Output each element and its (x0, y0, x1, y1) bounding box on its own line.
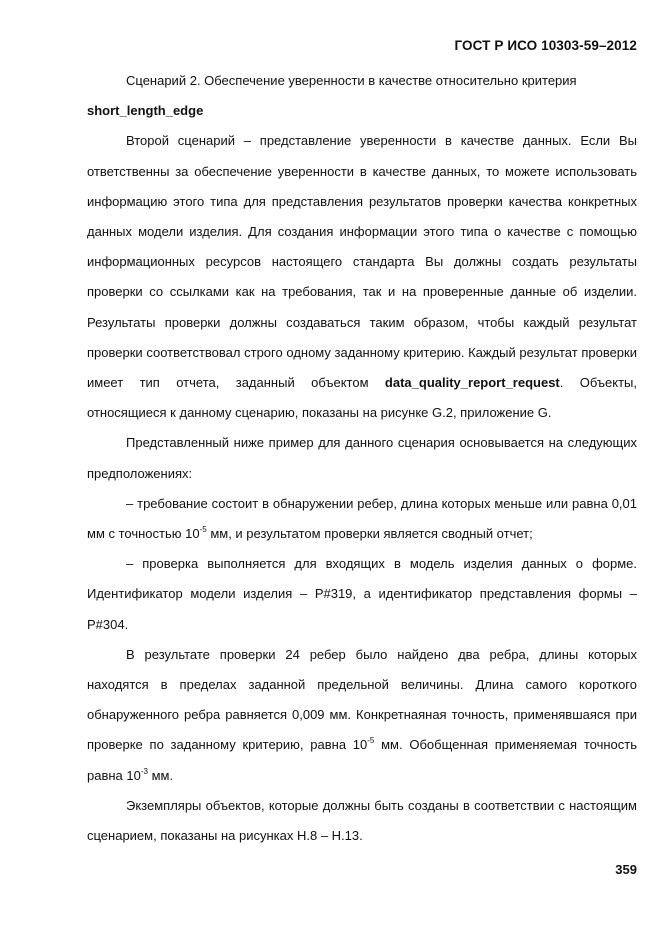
list-item-requirement: – требование состоит в обнаружении ребер, длина которых меньше или равна 0,01 мм с точностью $10^{-5}$ мм, и результатом проверки является сводный отчет; (87, 495, 637, 542)
list-item-check: – проверка выполняется для входящих в модель изделия данных о форме. Идентификатор модели изделия – P#319, а идентификатор представления формы – P#304. (87, 556, 637, 632)
page-number: 359 (615, 862, 637, 877)
scenario-title-paragraph (87, 66, 637, 126)
paragraph-example-intro: Представленный ниже пример для данного сценария основывается на следующих предположениях: (87, 435, 637, 481)
paragraph-results: В результате проверки 24 ребер было найдено два ребра, длины которых находятся в пределах заданной предельной величины. Длина самого короткого обнаруженного ребра равняется 0,009 мм. Конкретнаяная точность, применявшаяся при проверке по заданному критерию, равна $10^{-5}$ мм. Обобщенная применяемая точность равна $10^{-3}$ мм. (87, 646, 637, 783)
entity-name: data_quality_report_request (384, 375, 560, 391)
criterion-name: short_length_edge (87, 103, 204, 119)
paragraph-scenario-description: Второй сценарий – представление уверенности в качестве данных. Если Вы ответственны за обеспечение уверенности в качестве данных, то можете использовать информацию этого типа для представления результатов проверки качества конкретных данных модели изделия. Для создания информации этого типа о качестве с помощью информационных ресурсов настоящего стандарта Вы должны создать результаты проверки со ссылками как на требования, так и на проверенные данные об изделии. Результаты проверки должны создаваться таким образом, чтобы каждый результат проверки соответствовал строго одному заданному критерию. Каждый результат проверки имеет тип отчета, заданный объектом data_quality_report_request. Объекты, относящиеся к данному сценарию, показаны на рисунке G.2, приложение G. (87, 133, 637, 421)
paragraph-instances: Экземпляры объектов, которые должны быть созданы в соответствии с настоящим сценарием, показаны на рисунках H.8 – H.13. (87, 797, 637, 844)
running-header: ГОСТ Р ИСО 10303-59–2012 (454, 38, 637, 53)
body-text (87, 66, 637, 851)
scenario-title: Сценарий 2. Обеспечение уверенности в качестве относительно критерия (126, 73, 577, 88)
